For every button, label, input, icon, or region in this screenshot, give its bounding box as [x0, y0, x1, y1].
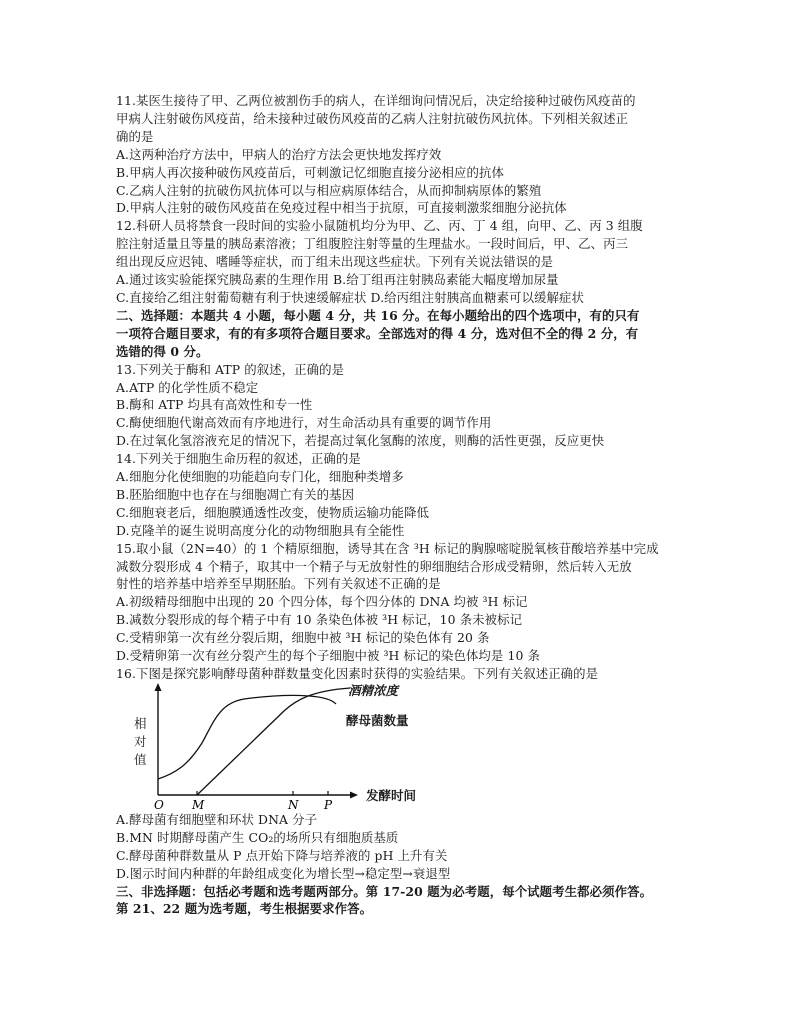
- tick-label-o: O: [154, 797, 164, 811]
- q12-options-ab: A.通过该实验能探究胰岛素的生理作用 B.给丁组再注射胰岛素能大幅度增加尿量: [116, 272, 559, 288]
- y-axis-arrow: [155, 683, 162, 691]
- q16-option-d: D.图示时间内种群的年龄组成变化为增长型→稳定型→衰退型: [116, 865, 451, 881]
- section-2-heading: [116, 307, 696, 361]
- section-2-line: 选错的得 0 分。: [116, 343, 209, 359]
- q13-option-d: D.在过氧化氢溶液充足的情况下，若提高过氧化氢酶的浓度，则酶的活性更强，反应更快: [116, 433, 605, 449]
- yeast-count-curve: [158, 695, 336, 779]
- question-14: [116, 450, 696, 540]
- q13-option-a: A.ATP 的化学性质不稳定: [116, 379, 259, 395]
- q12-line: 腔注射适量且等量的胰岛素溶液；丁组腹腔注射等量的生理盐水。一段时间后，甲、乙、丙三: [116, 236, 629, 252]
- q11-option-a: A.这两种治疗方法中，甲病人的治疗方法会更快地发挥疗效: [116, 146, 442, 162]
- q11-line: 确的是: [116, 128, 154, 144]
- alcohol-concentration-curve: [197, 688, 350, 795]
- q15-option-c: C.受精卵第一次有丝分裂后期，细胞中被 ³H 标记的染色体有 20 条: [116, 630, 490, 646]
- section-3-line: 第 21、22 题为选考题，考生根据要求作答。: [116, 901, 373, 917]
- section-3-heading: [116, 883, 696, 919]
- q15-option-a: A.初级精母细胞中出现的 20 个四分体，每个四分体的 DNA 均被 ³H 标记: [116, 594, 528, 610]
- tick-label-m: M: [192, 797, 205, 811]
- q14-option-c: C.细胞衰老后，细胞膜通透性改变，使物质运输功能降低: [116, 504, 429, 520]
- q13-option-b: B.酶和 ATP 均具有高效性和专一性: [116, 397, 313, 413]
- q14-option-d: D.克隆羊的诞生说明高度分化的动物细胞具有全能性: [116, 522, 405, 538]
- exam-page: [116, 92, 696, 918]
- q11-option-c: C.乙病人注射的抗破伤风抗体可以与相应病原体结合，从而抑制病原体的繁殖: [116, 182, 542, 198]
- tick-label-p: P: [324, 797, 333, 811]
- q11-option-d: D.甲病人注射的破伤风疫苗在免疫过程中相当于抗原，可直接刺激浆细胞分泌抗体: [116, 200, 567, 216]
- question-16: [116, 665, 696, 883]
- yeast-curve-label: 酵母菌数量: [346, 712, 409, 728]
- tick-label-n: N: [288, 797, 299, 811]
- q15-line: 射性的培养基中培养至早期胚胎。下列有关叙述不正确的是: [116, 576, 441, 592]
- q16-option-a: A.酵母菌有细胞壁和环状 DNA 分子: [116, 811, 318, 827]
- q14-stem: 14.下列关于细胞生命历程的叙述，正确的是: [116, 451, 361, 467]
- y-axis-label: 相对值: [134, 715, 147, 767]
- fermentation-figure: [116, 683, 696, 811]
- q16-option-c: C.酵母菌种群数量从 P 点开始下降与培养液的 pH 上升有关: [116, 847, 448, 863]
- q15-line: 减数分裂形成 4 个精子，取其中一个精子与无放射性的卵细胞结合形成受精卵，然后转入无放: [116, 558, 632, 574]
- q15-option-d: D.受精卵第一次有丝分裂产生的每个子细胞中被 ³H 标记的染色体均是 10 条: [116, 648, 540, 664]
- x-axis-arrow: [350, 791, 358, 798]
- q15-line: 15.取小鼠（2N=40）的 1 个精原细胞，诱导其在含 ³H 标记的胸腺嘧啶脱氧核苷酸培养基中完成: [116, 540, 659, 556]
- q16-stem: 16.下图是探究影响酵母菌种群数量变化因素时获得的实验结果。下列有关叙述正确的是: [116, 666, 599, 681]
- q12-line: 12.科研人员将禁食一段时间的实验小鼠随机均分为甲、乙、丙、丁 4 组，向甲、乙、丙 3 组腹: [116, 218, 643, 234]
- section-2-line: 一项符合题目要求，有的有多项符合题目要求。全部选对的得 4 分，选对但不全的得 2 分，有: [116, 325, 639, 341]
- x-axis-label: 发酵时间: [366, 787, 417, 803]
- question-12: [116, 217, 696, 307]
- q15-option-b: B.减数分裂形成的每个精子中有 10 条染色体被 ³H 标记，10 条未被标记: [116, 612, 523, 628]
- q11-line: 甲病人注射破伤风疫苗，给未接种过破伤风疫苗的乙病人注射抗破伤风抗体。下列相关叙述正: [116, 110, 629, 126]
- q12-line: 组出现反应迟钝、嗜睡等症状，而丁组未出现这些症状。下列有关说法错误的是: [116, 254, 554, 270]
- section-3-line: 三、非选择题：包括必考题和选考题两部分。第 17-20 题为必考题，每个试题考生都必须作答。: [116, 883, 653, 899]
- q16-option-b: B.MN 时期酵母菌产生 CO₂的场所只有细胞质基质: [116, 829, 399, 845]
- q13-option-c: C.酶使细胞代谢高效而有序地进行，对生命活动具有重要的调节作用: [116, 415, 492, 431]
- q11-option-b: B.甲病人再次接种破伤风疫苗后，可刺激记忆细胞直接分泌相应的抗体: [116, 164, 504, 180]
- q14-option-a: A.细胞分化使细胞的功能趋向专门化，细胞种类增多: [116, 469, 404, 485]
- alcohol-curve-label: 酒精浓度: [348, 682, 399, 698]
- question-13: [116, 361, 696, 451]
- section-2-line: 二、选择题：本题共 4 小题，每小题 4 分，共 16 分。在每小题给出的四个选项中，有的只有: [116, 307, 640, 323]
- q13-stem: 13.下列关于酶和 ATP 的叙述，正确的是: [116, 361, 345, 377]
- question-11: [116, 92, 696, 217]
- question-15: [116, 540, 696, 665]
- q12-options-cd: C.直接给乙组注射葡萄糖有利于快速缓解症状 D.给丙组注射胰高血糖素可以缓解症状: [116, 289, 585, 305]
- q11-line: 11.某医生接待了甲、乙两位被割伤手的病人，在详细询问情况后，决定给接种过破伤风疫苗的: [116, 93, 636, 108]
- q14-option-b: B.胚胎细胞中也存在与细胞凋亡有关的基因: [116, 486, 355, 502]
